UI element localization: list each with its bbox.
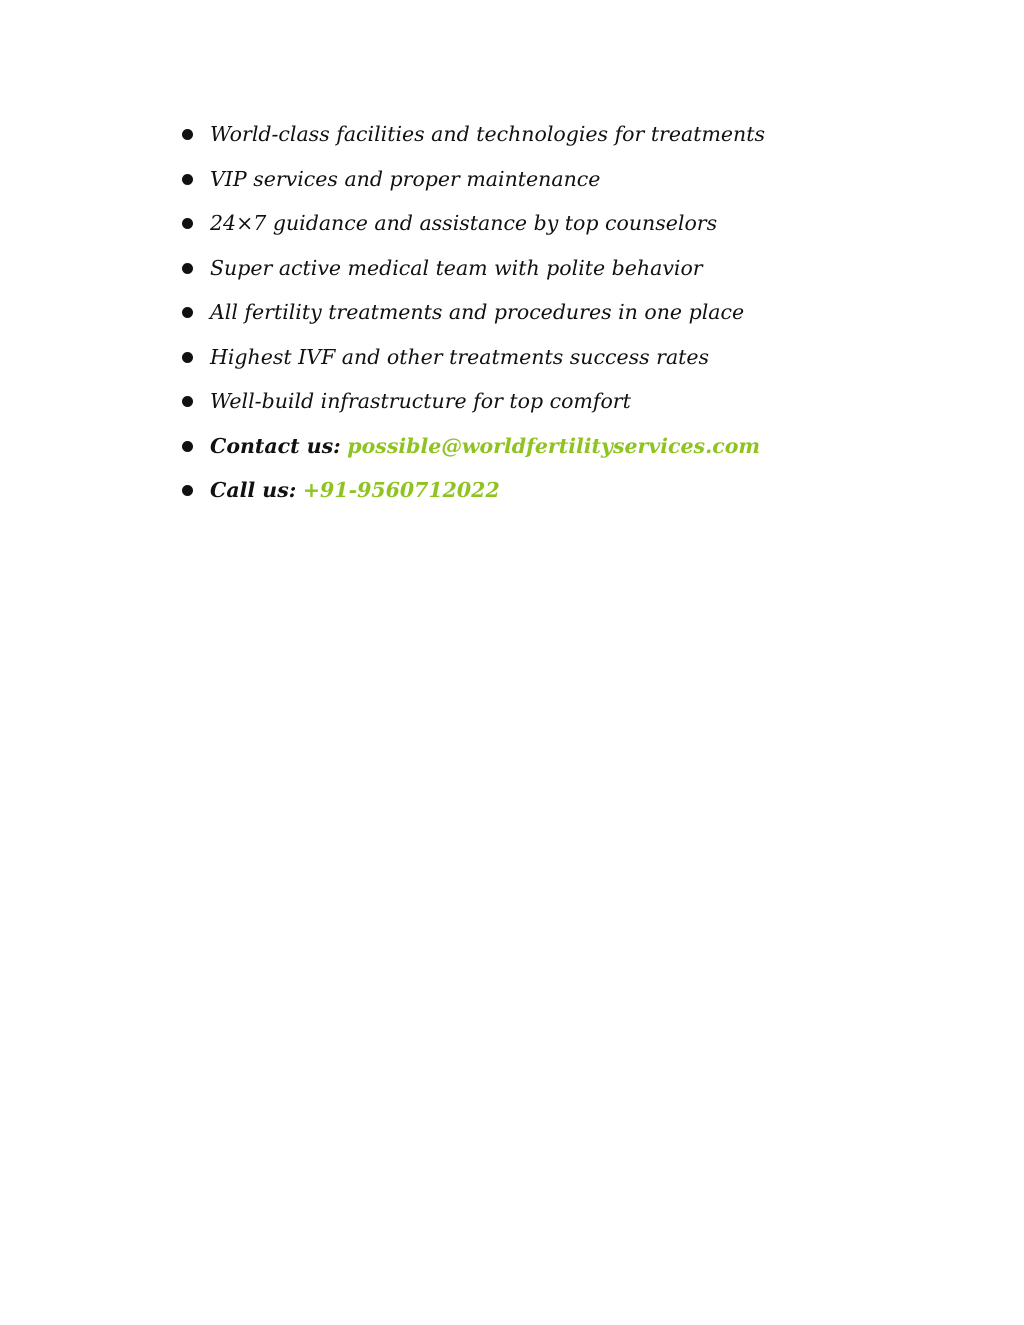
feature-text: World-class facilities and technologies for treatments [210,122,765,146]
bullet-icon [182,441,193,452]
contact-email-link[interactable]: possible@worldfertilityservices.com [347,433,761,458]
bullet-icon [182,307,193,318]
contact-phone-item [182,474,922,519]
feature-text: Well-build infrastructure for top comfort [210,389,631,413]
list-item [182,207,922,252]
list-item [182,385,922,430]
bullet-icon [182,174,193,185]
bullet-icon [182,396,193,407]
contact-email-label: Contact us: [210,433,341,458]
contact-phone-label: Call us: [210,478,297,502]
list-item [182,163,922,208]
contact-phone-link[interactable]: +91-9560712022 [302,478,500,502]
feature-text: VIP services and proper maintenance [210,166,601,191]
feature-text: Super active medical team with polite behavior [210,255,703,280]
list-item [182,341,922,386]
bullet-icon [182,485,193,496]
feature-list [182,118,922,519]
list-item [182,118,922,163]
feature-text: All fertility treatments and procedures in one place [210,300,745,324]
bullet-icon [182,218,193,229]
list-item [182,296,922,341]
feature-text: Highest IVF and other treatments success rates [210,344,710,369]
bullet-icon [182,352,193,363]
contact-email-item [182,430,922,475]
list-item [182,252,922,297]
bullet-icon [182,129,193,140]
feature-text: 24×7 guidance and assistance by top counselors [210,211,718,235]
bullet-icon [182,263,193,274]
